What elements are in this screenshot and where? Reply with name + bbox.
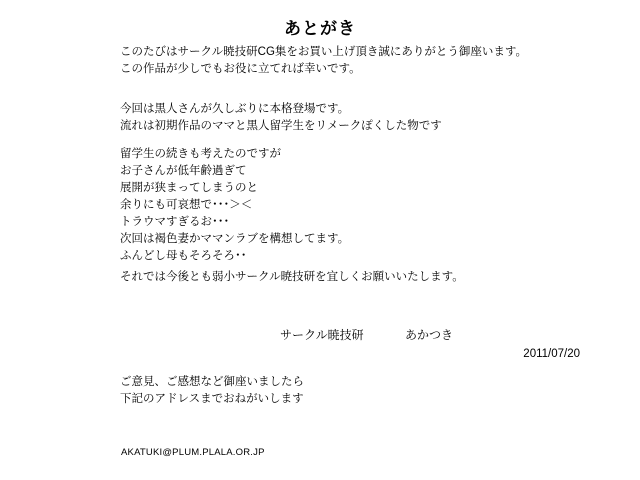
contact-email-address: AKATUKI@PLUM.PLALA.OR.JP (121, 447, 265, 458)
paragraph-next-plans: 次回は褐色妻かママンラブを構想してます。 ふんどし母もそろそろ･･ (120, 233, 350, 262)
paragraph-this-time: 今回は黒人さんが久しぶりに本格登場です。 流れは初期作品のママと黒人留学生をリメークぽくした物です (120, 103, 442, 132)
page-title: あとがき (284, 19, 356, 38)
signature-date: 2011/07/20 (523, 348, 580, 360)
paragraph-intro: このたびはサークル暁技研CG集をお買い上げ頂き誠にありがとう御座います。 この作品が少しでもお役に立てれば幸いです。 (120, 46, 527, 75)
paragraph-feedback: ご意見、ご感想など御座いましたら 下記のアドレスまでおねがいします (120, 376, 304, 405)
paragraph-closing-request: それでは今後とも弱小サークル暁技研を宜しくお願いいたします。 (120, 271, 464, 283)
signature-author-name: あかつき (405, 328, 454, 342)
paragraph-sequel-thoughts: 留学生の続きも考えたのですが お子さんが低年齢過ぎて 展開が狭まってしまうのと 余りにも可哀想で･･･＞＜ トラウマすぎるお･･･ (120, 148, 281, 228)
signature-circle-name: サークル暁技研 (280, 328, 364, 342)
